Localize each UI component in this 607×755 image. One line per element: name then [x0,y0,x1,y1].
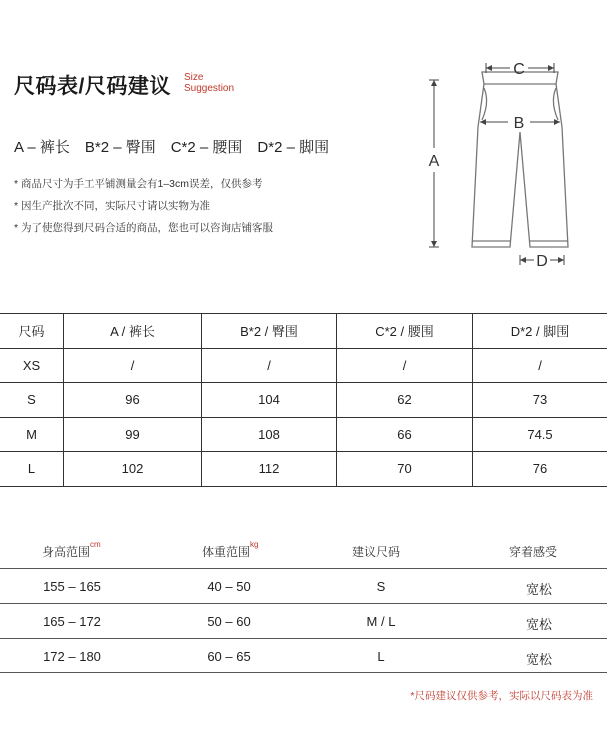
note-2: * 因生产批次不同，实际尺寸请以实物为准 [14,200,211,212]
label-b: B [513,115,525,132]
value-cell: 99 [64,417,202,452]
size-table-header [0,314,607,349]
header-cell: B*2 / 臀围 [202,314,337,349]
page-subtitle-en [184,72,234,94]
note-1: * 商品尺寸为手工平铺测量会有1–3cm误差，仅供参考 [14,178,263,190]
unit-label: cm [90,540,101,549]
size-value: S [376,579,386,594]
value-cell: / [202,348,337,383]
page-title: 尺码表/尺码建议 [14,75,171,98]
note-3: * 为了使您得到尺码合适的商品，您也可以咨询店铺客服 [14,222,274,234]
size-value: M / L [366,614,396,629]
fit-value: 宽松 [525,582,553,597]
value-cell: / [473,348,607,383]
height-value: 165 – 172 [43,614,101,629]
value-cell: 74.5 [473,417,607,452]
height-value: 155 – 165 [43,579,101,594]
divider [0,672,607,673]
header-weight [202,540,259,560]
value-cell: 66 [337,417,473,452]
table-row [0,348,607,383]
divider [0,603,607,604]
subtitle-line-1: Size [184,72,204,83]
value-cell: 73 [473,383,607,418]
unit-label: kg [250,540,259,549]
weight-value: 40 – 50 [207,579,251,594]
table-row [0,417,607,452]
header-cell: D*2 / 脚围 [473,314,607,349]
weight-value: 50 – 60 [207,614,251,629]
label-d: D [536,253,548,270]
value-cell: 96 [64,383,202,418]
label-c: C [513,61,525,78]
value-cell: 70 [337,452,473,487]
header-label: 身高范围 [42,545,91,559]
value-cell: 104 [202,383,337,418]
dimension-lines [429,63,564,265]
value-cell: 76 [473,452,607,487]
header-cell: C*2 / 腰围 [337,314,473,349]
header-size: 建议尺码 [352,545,401,559]
size-value: L [377,649,385,664]
header-cell: 尺码 [0,314,64,349]
divider [0,568,607,569]
value-cell: 62 [337,383,473,418]
size-table [0,313,607,487]
subtitle-line-2: Suggestion [184,83,235,94]
header-fit: 穿着感受 [509,545,558,559]
size-cell: M [0,417,64,452]
height-value: 172 – 180 [43,649,101,664]
size-cell: S [0,383,64,418]
footnote: *尺码建议仅供参考，实际以尺码表为准 [410,690,593,702]
label-a: A [428,153,440,170]
value-cell: 102 [64,452,202,487]
pants-outline [472,72,568,247]
table-row [0,383,607,418]
pants-diagram [420,52,600,274]
divider [0,638,607,639]
value-cell: 112 [202,452,337,487]
weight-value: 60 – 65 [207,649,251,664]
fit-value: 宽松 [525,617,553,632]
size-cell: L [0,452,64,487]
fit-value: 宽松 [525,652,553,667]
value-cell: 108 [202,417,337,452]
header-height [42,540,101,560]
value-cell: / [337,348,473,383]
measurement-legend: A – 裤长 B*2 – 臀围 C*2 – 腰围 D*2 – 脚围 [14,139,330,156]
value-cell: / [64,348,202,383]
table-row [0,452,607,487]
size-cell: XS [0,348,64,383]
header-label: 体重范围 [202,545,251,559]
header-cell: A / 裤长 [64,314,202,349]
